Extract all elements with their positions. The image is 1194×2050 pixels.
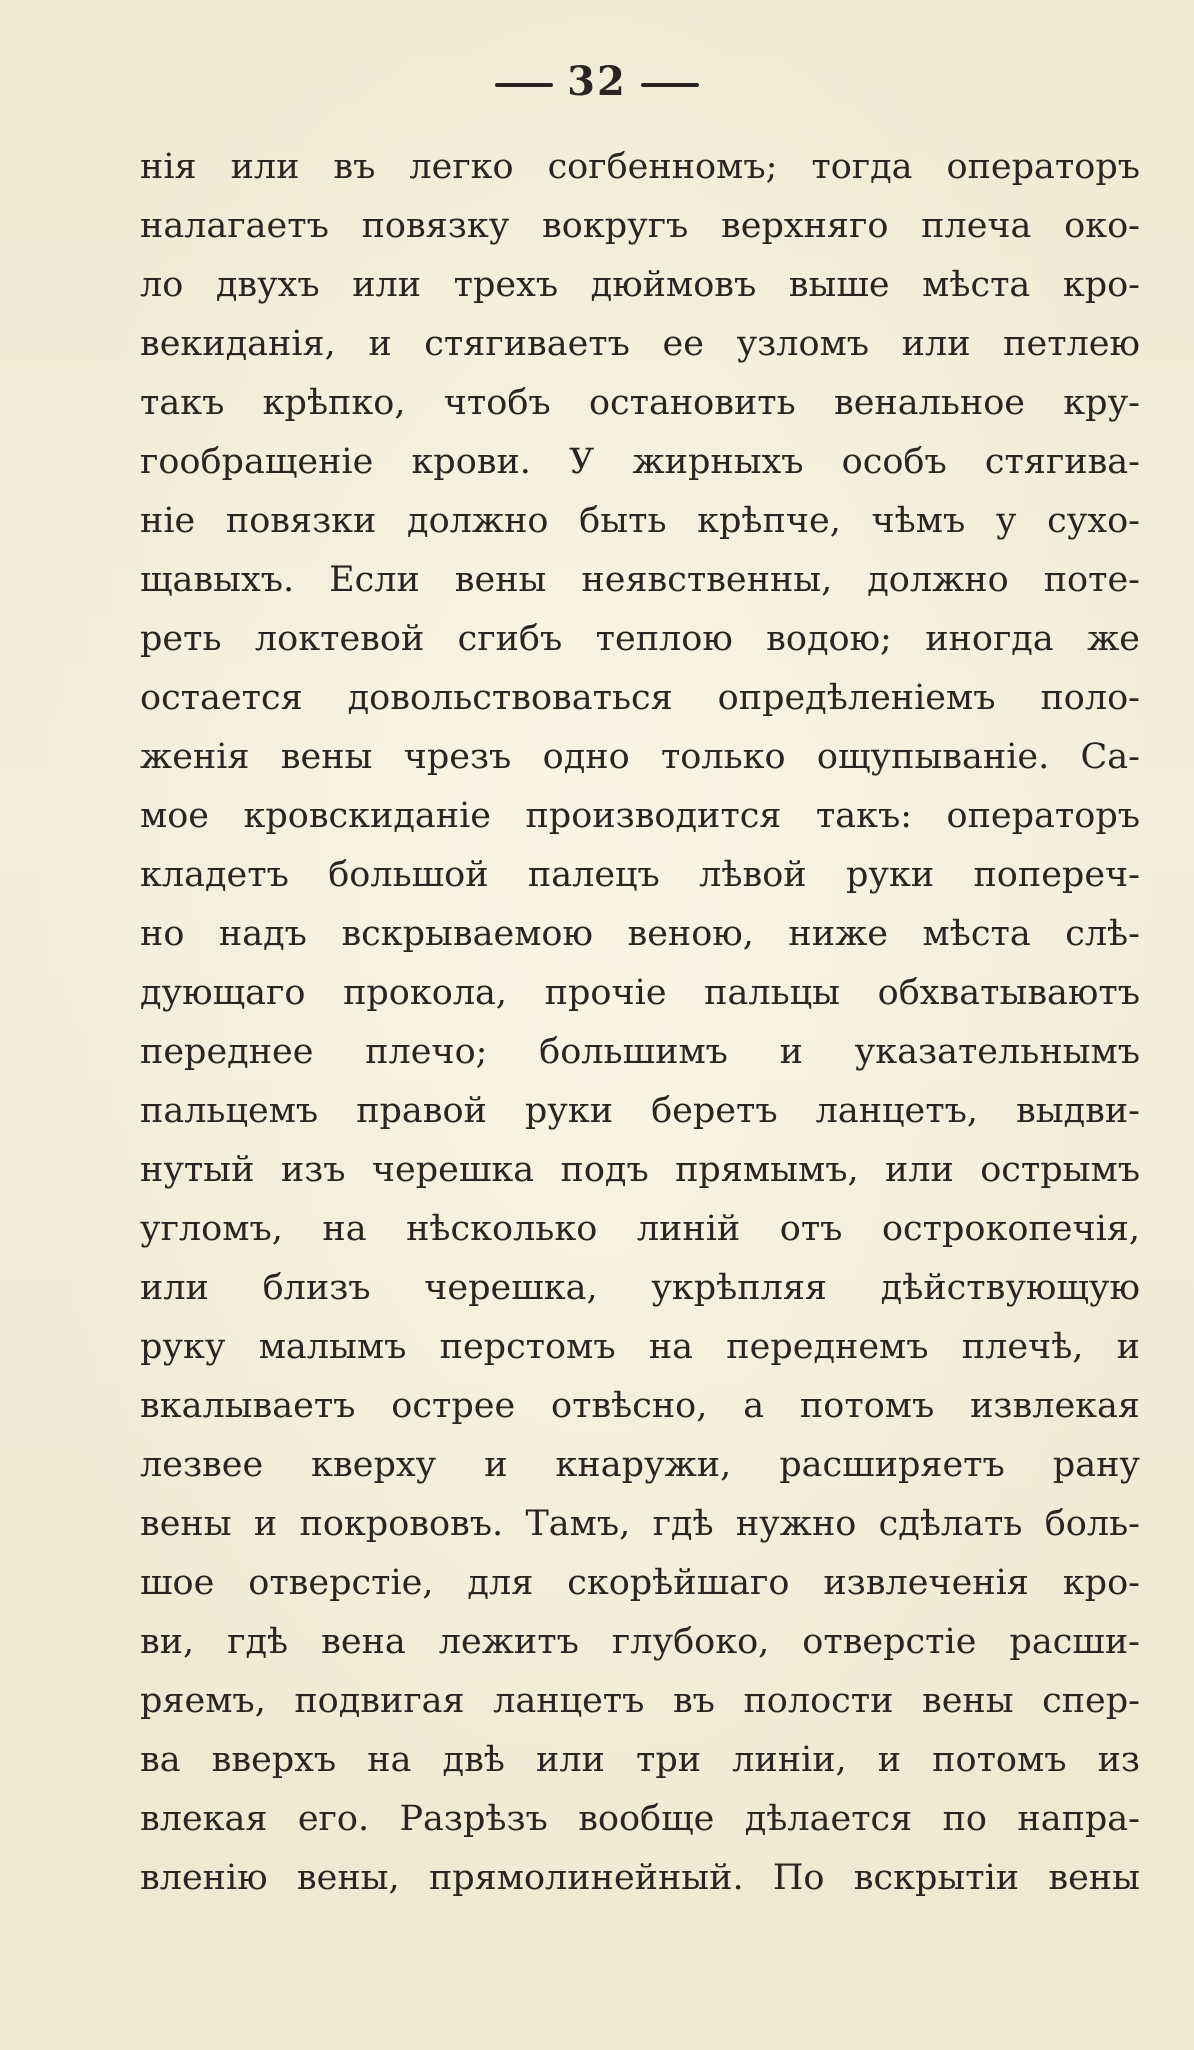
text-line: щавыхъ. Если вены неявственны, должно поте-	[140, 560, 1140, 600]
text-line: или близъ черешка, укрѣпляя дѣйствующую	[140, 1268, 1140, 1308]
text-line: влекая его. Разрѣзъ вообще дѣлается по напра-	[140, 1799, 1140, 1839]
text-line: вленію вены, прямолинейный. По вскрытіи вены	[140, 1858, 1140, 1898]
text-line: ніе повязки должно быть крѣпче, чѣмъ у сухо-	[140, 501, 1140, 541]
text-line: мое кровскиданіе производится такъ: операторъ	[140, 796, 1140, 836]
text-line: дующаго прокола, прочіе пальцы обхватываютъ	[140, 973, 1140, 1013]
text-line: ряемъ, подвигая ланцетъ въ полости вены спер-	[140, 1681, 1140, 1721]
text-line: гообращеніе крови. У жирныхъ особъ стягива-	[140, 442, 1140, 482]
text-line: налагаетъ повязку вокругъ верхняго плеча око-	[140, 206, 1140, 246]
text-line: такъ крѣпко, чтобъ остановить венальное кру-	[140, 383, 1140, 423]
text-line: шое отверстіе, для скорѣйшаго извлеченія кро-	[140, 1563, 1140, 1603]
text-line: пальцемъ правой руки беретъ ланцетъ, выдви-	[140, 1091, 1140, 1131]
text-line: вкалываетъ острее отвѣсно, а потомъ извлекая	[140, 1386, 1140, 1426]
text-line: нія или въ легко согбенномъ; тогда операторъ	[140, 147, 1140, 187]
page-number-header	[0, 58, 1194, 105]
text-line: лезвее кверху и кнаружи, расширяетъ рану	[140, 1445, 1140, 1485]
text-line: ло двухъ или трехъ дюймовъ выше мѣста кро-	[140, 265, 1140, 305]
text-line: ва вверхъ на двѣ или три линіи, и потомъ из	[140, 1740, 1140, 1780]
page-number: 32	[567, 58, 627, 105]
text-line: ви, гдѣ вена лежитъ глубоко, отверстіе расши-	[140, 1622, 1140, 1662]
text-line: вены и покрововъ. Тамъ, гдѣ нужно сдѣлать боль-	[140, 1504, 1140, 1544]
text-line: векиданія, и стягиваетъ ее узломъ или петлею	[140, 324, 1140, 364]
text-line: кладетъ большой палецъ лѣвой руки попереч-	[140, 855, 1140, 895]
text-line: реть локтевой сгибъ теплою водою; иногда же	[140, 619, 1140, 659]
text-line: остается довольствоваться опредѣленіемъ поло-	[140, 678, 1140, 718]
text-line: но надъ вскрываемою веною, ниже мѣста слѣ-	[140, 914, 1140, 954]
left-dash-ornament	[495, 83, 553, 87]
right-dash-ornament	[641, 83, 699, 87]
body-text	[140, 138, 1140, 1908]
text-line: женія вены чрезъ одно только ощупываніе. Са-	[140, 737, 1140, 777]
text-line: угломъ, на нѣсколько линій отъ острокопечія,	[140, 1209, 1140, 1249]
text-line: переднее плечо; большимъ и указательнымъ	[140, 1032, 1140, 1072]
text-line: руку малымъ перстомъ на переднемъ плечѣ, и	[140, 1327, 1140, 1367]
text-line: нутый изъ черешка подъ прямымъ, или острымъ	[140, 1150, 1140, 1190]
